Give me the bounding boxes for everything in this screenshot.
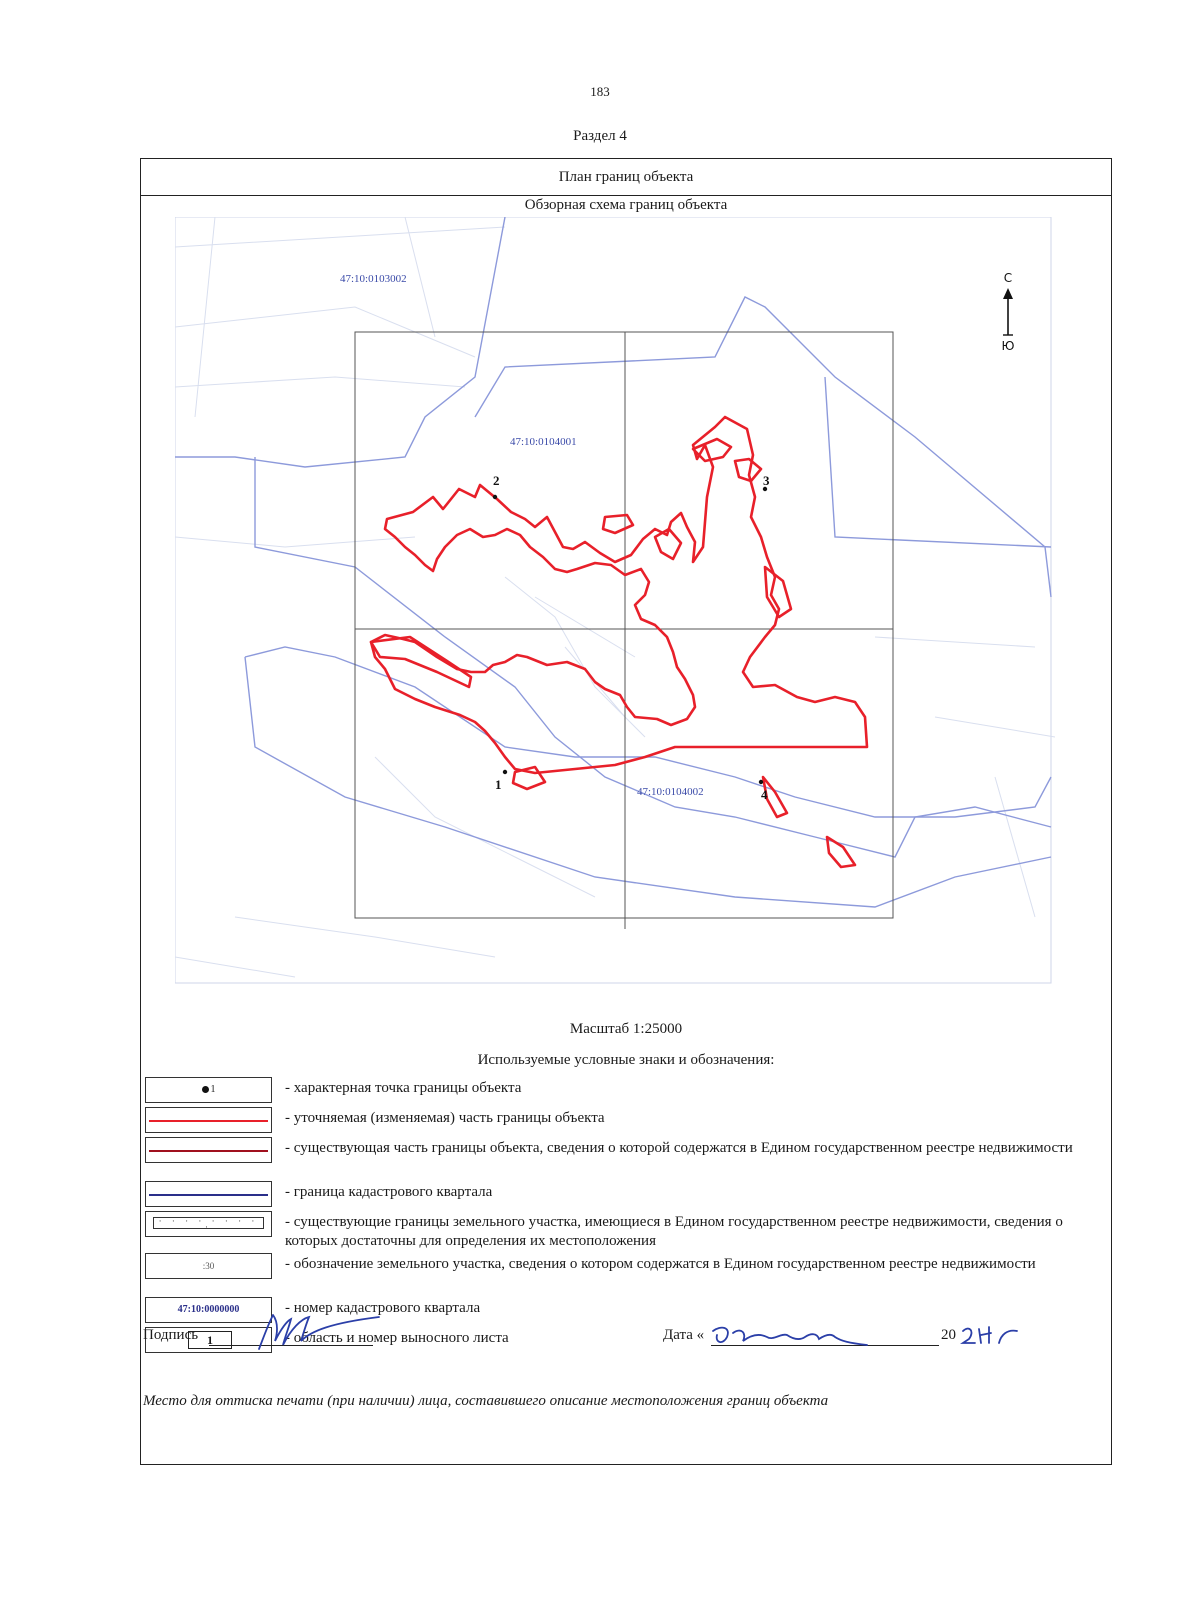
point-label: 4 [761,787,768,802]
point-label: 1 [495,777,502,792]
point-label: 2 [493,473,500,488]
compass-south: Ю [1001,339,1015,353]
frame-header: План границ объекта [141,159,1111,196]
point-dot-icon [202,1086,209,1093]
section-title: Раздел 4 [573,128,627,144]
stamp-note: Место для оттиска печати (при наличии) лица, составившего описание местоположения границ объекта [143,1393,829,1409]
quarter-number-symbol: 47:10:0000000 [145,1297,272,1323]
point-label: 3 [763,473,770,488]
parcel-label-symbol: :30 [145,1253,272,1279]
legend-title: Используемые условные знаки и обозначения: [477,1052,775,1068]
date-label: Дата « [663,1327,705,1343]
date-year-prefix: 20 [941,1327,956,1343]
quarter-label: 47:10:0104002 [637,786,704,798]
red-line-symbol [145,1107,272,1133]
overview-map [175,217,1055,987]
quarter-label: 47:10:0103002 [340,273,407,285]
map-scale: Масштаб 1:25000 [569,1021,683,1037]
legend-text: - существующие границы земельного участка, имеющиеся в Едином государственном реестре недвижимости, сведения о которых достаточны для определения их местоположения [285,1214,1063,1249]
compass-north: С [1003,271,1013,285]
legend-text: - область и номер выносного листа [285,1330,509,1346]
page-number: 183 [590,84,610,99]
handwritten-date-icon [707,1319,877,1353]
boundary-point-symbol: 1 [145,1077,272,1103]
legend-text: - номер кадастрового квартала [285,1300,481,1316]
signature-label: Подпись [143,1327,199,1343]
darkred-line-symbol [145,1137,272,1163]
quarter-label: 47:10:0104001 [510,436,577,448]
dotted-parcel-symbol: · · · · · · · · · [145,1211,272,1237]
legend-text: - граница кадастрового квартала [285,1184,493,1200]
plan-frame [140,158,1112,1465]
sheet-area-symbol: 1 [145,1327,272,1353]
legend-text: - характерная точка границы объекта [285,1080,522,1096]
legend-text: - обозначение земельного участка, сведения о котором содержатся в Едином государственном реестре недвижимости [285,1256,1036,1272]
legend-text: - уточняемая (изменяемая) часть границы объекта [285,1110,605,1126]
blue-line-symbol [145,1181,272,1207]
legend-text: - существующая часть границы объекта, сведения о которой содержатся в Едином государственном реестре недвижимости [285,1140,1073,1156]
handwritten-year-icon [959,1323,1039,1349]
map-subtitle: Обзорная схема границ объекта [524,197,728,213]
handwritten-signature-icon [251,1305,391,1353]
